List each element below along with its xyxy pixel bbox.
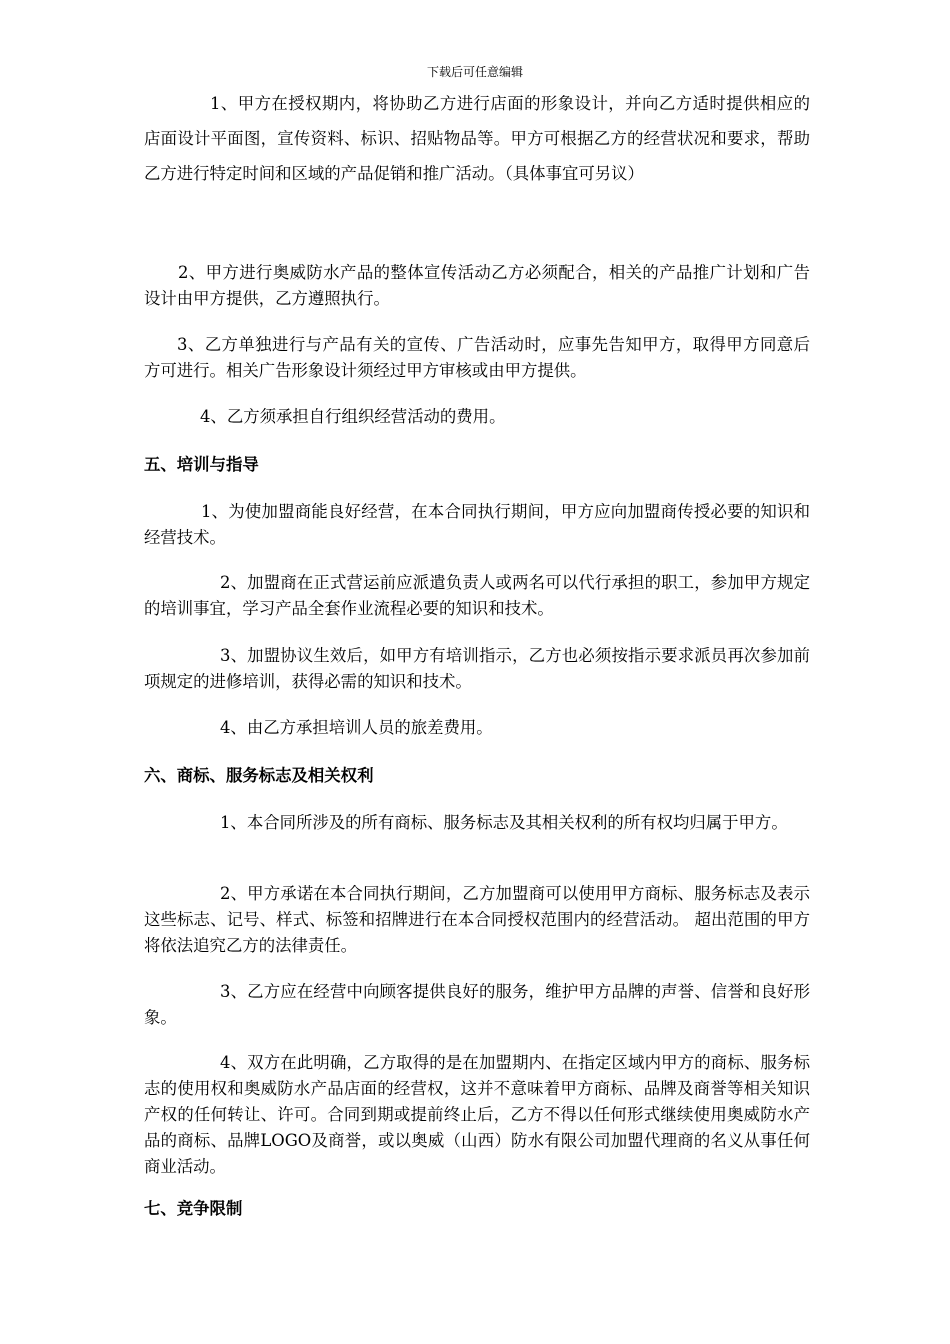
paragraph-pre-opening-training: 2、加盟商在正式营运前应派遣负责人或两名可以代行承担的职工，参加甲方规定的培训事宜，学习产品全套作业流程必要的知识和技术。 [144,573,810,618]
paragraph-brand-reputation: 3、乙方应在经营中向顾客提供良好的服务，维护甲方品牌的声誉、信誉和良好形象。 [144,982,810,1027]
paragraph-overall-publicity: 2、甲方进行奥威防水产品的整体宣传活动乙方必须配合，相关的产品推广计划和广告设计由甲方提供，乙方遵照执行。 [144,263,810,308]
paragraph-further-training: 3、加盟协议生效后，如甲方有培训指示，乙方也必须按指示要求派员再次参加前项规定的进修培训，获得必需的知识和技术。 [144,646,810,691]
paragraph-training-knowledge: 1、为使加盟商能良好经营，在本合同执行期间，甲方应向加盟商传授必要的知识和经营技术。 [144,502,810,547]
paragraph-promotion-support: 1、甲方在授权期内，将协助乙方进行店面的形象设计，并向乙方适时提供相应的店面设计平面图，宣传资料、标识、招贴物品等。甲方可根据乙方的经营状况和要求，帮助乙方进行特定时间和区域的产品促销和推广活动。（具体事宜可另议） [144,94,810,183]
section-heading-competition: 七、竞争限制 [144,1199,243,1218]
section-heading-trademarks: 六、商标、服务标志及相关权利 [144,766,374,785]
paragraph-operating-costs: 4、乙方须承担自行组织经营活动的费用。 [200,407,506,426]
paragraph-trademark-ownership: 1、本合同所涉及的所有商标、服务标志及其相关权利的所有权均归属于甲方。 [220,813,788,832]
paragraph-independent-advertising: 3、乙方单独进行与产品有关的宣传、广告活动时，应事先告知甲方，取得甲方同意后方可进行。相关广告形象设计须经过甲方审核或由甲方提供。 [144,335,810,380]
paragraph-rights-clarification: 4、双方在此明确，乙方取得的是在加盟期内、在指定区域内甲方的商标、服务标志的使用权和奥威防水产品店面的经营权，这并不意味着甲方商标、品牌及商誉等相关知识产权的任何转让、许可。合同到期或提前终止后，乙方不得以任何形式继续使用奥威防水产品的商标、品牌LOGO及商誉，或以奥威（山西）防水有限公司加盟代理商的名义从事任何商业活动。 [144,1053,810,1176]
paragraph-travel-expenses: 4、由乙方承担培训人员的旅差费用。 [220,718,493,737]
page-header: 下载后可任意编辑 [426,65,523,79]
paragraph-trademark-usage: 2、甲方承诺在本合同执行期间，乙方加盟商可以使用甲方商标、服务标志及表示这些标志、记号、样式、标签和招牌进行在本合同授权范围内的经营活动。 超出范围的甲方将依法追究乙方的法律责任。 [144,884,810,955]
section-heading-training: 五、培训与指导 [144,455,259,474]
